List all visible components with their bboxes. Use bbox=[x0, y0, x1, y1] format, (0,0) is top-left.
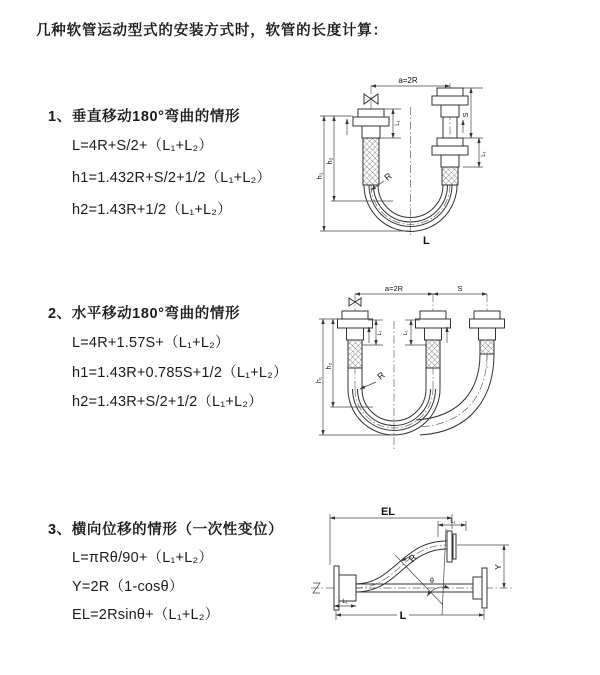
dim-el-label: EL bbox=[380, 506, 396, 518]
dim-h2-label: h₂ bbox=[326, 362, 333, 370]
dim-h1-label: h₁ bbox=[315, 172, 324, 180]
diagram-lateral-displacement bbox=[303, 503, 593, 661]
braid-hatch bbox=[363, 138, 379, 185]
section-3-heading: 3、横向位移的情形（一次性变位） bbox=[48, 522, 284, 538]
centerlines bbox=[371, 83, 450, 236]
middle-flange-assembly bbox=[416, 311, 451, 368]
dim-a2r-label: a=2R bbox=[398, 76, 418, 85]
section-3-formula-y: Y=2R（1-cosθ） bbox=[72, 579, 184, 595]
dim-s-label: S bbox=[461, 112, 470, 118]
diagram-horizontal-180-bend bbox=[313, 283, 581, 461]
section-3-formula-l: L=πRθ/90+（L₁+L₂） bbox=[72, 550, 214, 566]
right-flange-original bbox=[473, 568, 487, 608]
dim-h1-label: h₁ bbox=[316, 376, 323, 384]
braid-hatch bbox=[426, 340, 440, 368]
radius-label: R bbox=[375, 369, 387, 382]
dim-l1-bottom-label: L₁ bbox=[342, 599, 348, 605]
dim-l1-mid-label: L₁ bbox=[403, 330, 409, 336]
section-3-formula-el: EL=2Rsinθ+（L₁+L₂） bbox=[72, 607, 220, 623]
dim-l1-left-label: L₁ bbox=[395, 120, 401, 126]
right-flange-lower bbox=[432, 138, 468, 185]
dim-h2-label: h₂ bbox=[325, 157, 334, 165]
right-flange-assembly bbox=[470, 311, 505, 354]
left-flange-assembly bbox=[338, 311, 373, 368]
dim-y-label: Y bbox=[493, 564, 503, 570]
section-1-formula-h1: h1=1.432R+S/2+1/2（L₁+L₂） bbox=[72, 170, 272, 186]
section-2-formula-l: L=4R+1.57S+（L₁+L₂） bbox=[72, 335, 230, 351]
upper-flange-displaced bbox=[447, 531, 456, 562]
length-label: L bbox=[423, 235, 430, 247]
page-title: 几种软管运动型式的安装方式时，软管的长度计算： bbox=[36, 23, 388, 39]
dim-a2r-label: a=2R bbox=[384, 284, 404, 293]
radius-label: R bbox=[382, 170, 394, 183]
dim-l-label: L bbox=[399, 610, 407, 622]
section-1-formula-h2: h2=1.43R+1/2（L₁+L₂） bbox=[72, 202, 232, 218]
section-2-formula-h2: h2=1.43R+S/2+1/2（L₁+L₂） bbox=[72, 394, 263, 410]
section-2-formula-h1: h1=1.43R+0.785S+1/2（L₁+L₂） bbox=[72, 365, 288, 381]
dimensions bbox=[316, 284, 487, 435]
dim-l1-top-label: L₁ bbox=[450, 519, 456, 525]
braid-hatch bbox=[348, 340, 362, 368]
section-2-heading: 2、水平移动180°弯曲的情形 bbox=[48, 306, 241, 322]
section-1-formula-l: L=4R+S/2+（L₁+L₂） bbox=[72, 138, 214, 154]
section-1-heading: 1、垂直移动180°弯曲的情形 bbox=[48, 109, 241, 125]
dim-l1-left-label: L₁ bbox=[377, 330, 383, 336]
dim-s-label: S bbox=[457, 284, 463, 293]
dim-l1-right-label: L₁ bbox=[481, 151, 487, 157]
diagram-vertical-180-bend bbox=[313, 73, 575, 255]
theta-label: θ bbox=[430, 578, 434, 585]
radius-construction bbox=[395, 529, 449, 615]
braid-hatch bbox=[480, 340, 494, 354]
radius-label: R bbox=[406, 552, 419, 564]
braid-hatch bbox=[442, 167, 458, 185]
